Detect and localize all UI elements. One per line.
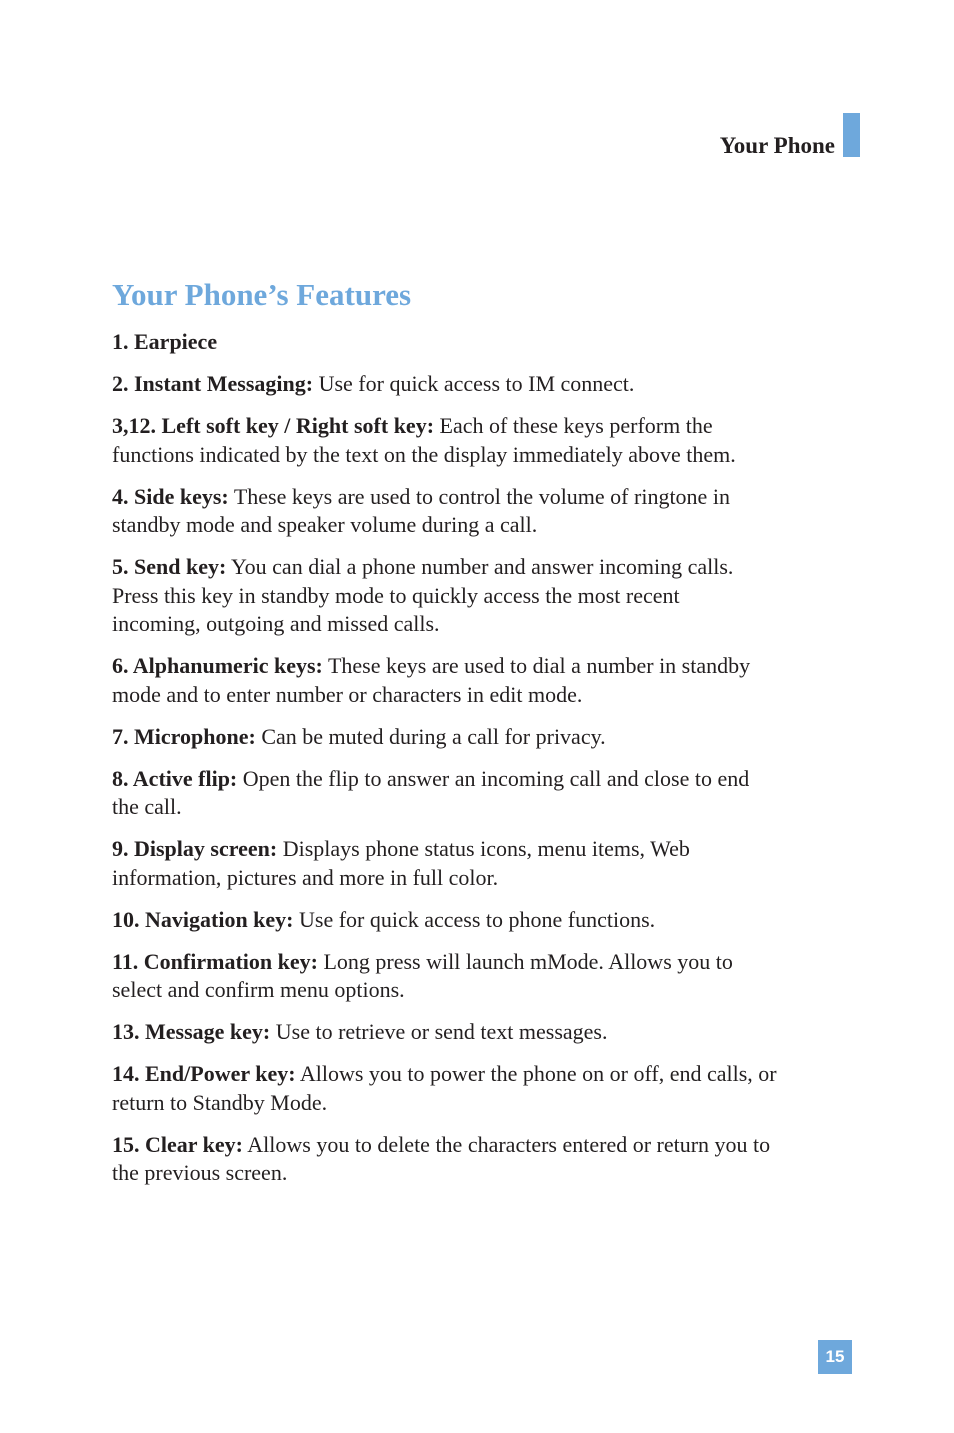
feature-description: Long press will launch mMode. Allows you to (317, 948, 733, 974)
feature-item (112, 483, 862, 540)
feature-description: These keys are used to control the volume of ringtone in (228, 483, 730, 509)
feature-item (112, 553, 862, 639)
feature-description-line: information, pictures and more in full color. (112, 864, 499, 890)
feature-description: Open the flip to answer an incoming call and close to end (237, 765, 750, 791)
feature-description: Use for quick access to phone functions. (293, 906, 656, 932)
feature-description: Allows you to power the phone on or off, end calls, or (295, 1061, 777, 1086)
feature-name: 7. Microphone: (112, 723, 256, 749)
feature-item (112, 328, 862, 357)
feature-item (112, 765, 862, 822)
feature-description-line: the call. (112, 794, 182, 819)
feature-item (112, 835, 862, 892)
feature-description-line: select and confirm menu options. (112, 977, 405, 1002)
feature-name: 13. Message key: (112, 1019, 271, 1044)
feature-name: 11. Confirmation key: (112, 948, 318, 974)
page-number: 15 (818, 1340, 852, 1374)
feature-description: Use to retrieve or send text messages. (270, 1019, 608, 1044)
feature-name: 2. Instant Messaging: (112, 371, 314, 396)
feature-name: 1. Earpiece (112, 329, 218, 354)
feature-name: 4. Side keys: (112, 483, 229, 509)
feature-item (112, 370, 862, 399)
feature-item (112, 1131, 862, 1188)
feature-name: 8. Active flip: (112, 765, 238, 791)
feature-description: You can dial a phone number and answer incoming calls. (226, 554, 734, 579)
feature-description-line: the previous screen. (112, 1160, 288, 1185)
feature-item (112, 948, 862, 1005)
feature-description: These keys are used to dial a number in standby (322, 653, 751, 678)
feature-description-line: incoming, outgoing and missed calls. (112, 611, 440, 636)
feature-name: 14. End/Power key: (112, 1061, 296, 1086)
feature-name: 3,12. Left soft key / Right soft key: (112, 413, 435, 438)
feature-description: Allows you to delete the characters entered or return you to (242, 1131, 771, 1157)
feature-item (112, 723, 862, 752)
feature-name: 9. Display screen: (112, 836, 278, 861)
feature-description: Displays phone status icons, menu items, Web (277, 836, 690, 861)
feature-item (112, 652, 862, 709)
feature-list (112, 328, 862, 1201)
feature-description-line: return to Standby Mode. (112, 1089, 328, 1115)
feature-item (112, 1060, 862, 1117)
section-header-label: Your Phone (719, 133, 835, 158)
feature-item (112, 906, 862, 935)
feature-description: Can be muted during a call for privacy. (255, 723, 606, 749)
feature-description: Each of these keys perform the (434, 413, 713, 438)
feature-name: 15. Clear key: (112, 1131, 243, 1157)
feature-description-line: Press this key in standby mode to quickly access the most recent (112, 582, 680, 608)
feature-description-line: standby mode and speaker volume during a call. (112, 512, 538, 537)
feature-name: 10. Navigation key: (112, 906, 294, 932)
feature-name: 5. Send key: (112, 554, 227, 579)
feature-description-line: functions indicated by the text on the display immediately above them. (112, 441, 736, 467)
page-title: Your Phone’s Features (112, 277, 412, 312)
feature-description-line: mode and to enter number or characters in edit mode. (112, 681, 583, 707)
feature-item (112, 412, 862, 469)
section-tab-marker (843, 113, 860, 157)
feature-name: 6. Alphanumeric keys: (112, 653, 323, 678)
feature-item (112, 1018, 862, 1047)
feature-description: Use for quick access to IM connect. (313, 371, 635, 396)
